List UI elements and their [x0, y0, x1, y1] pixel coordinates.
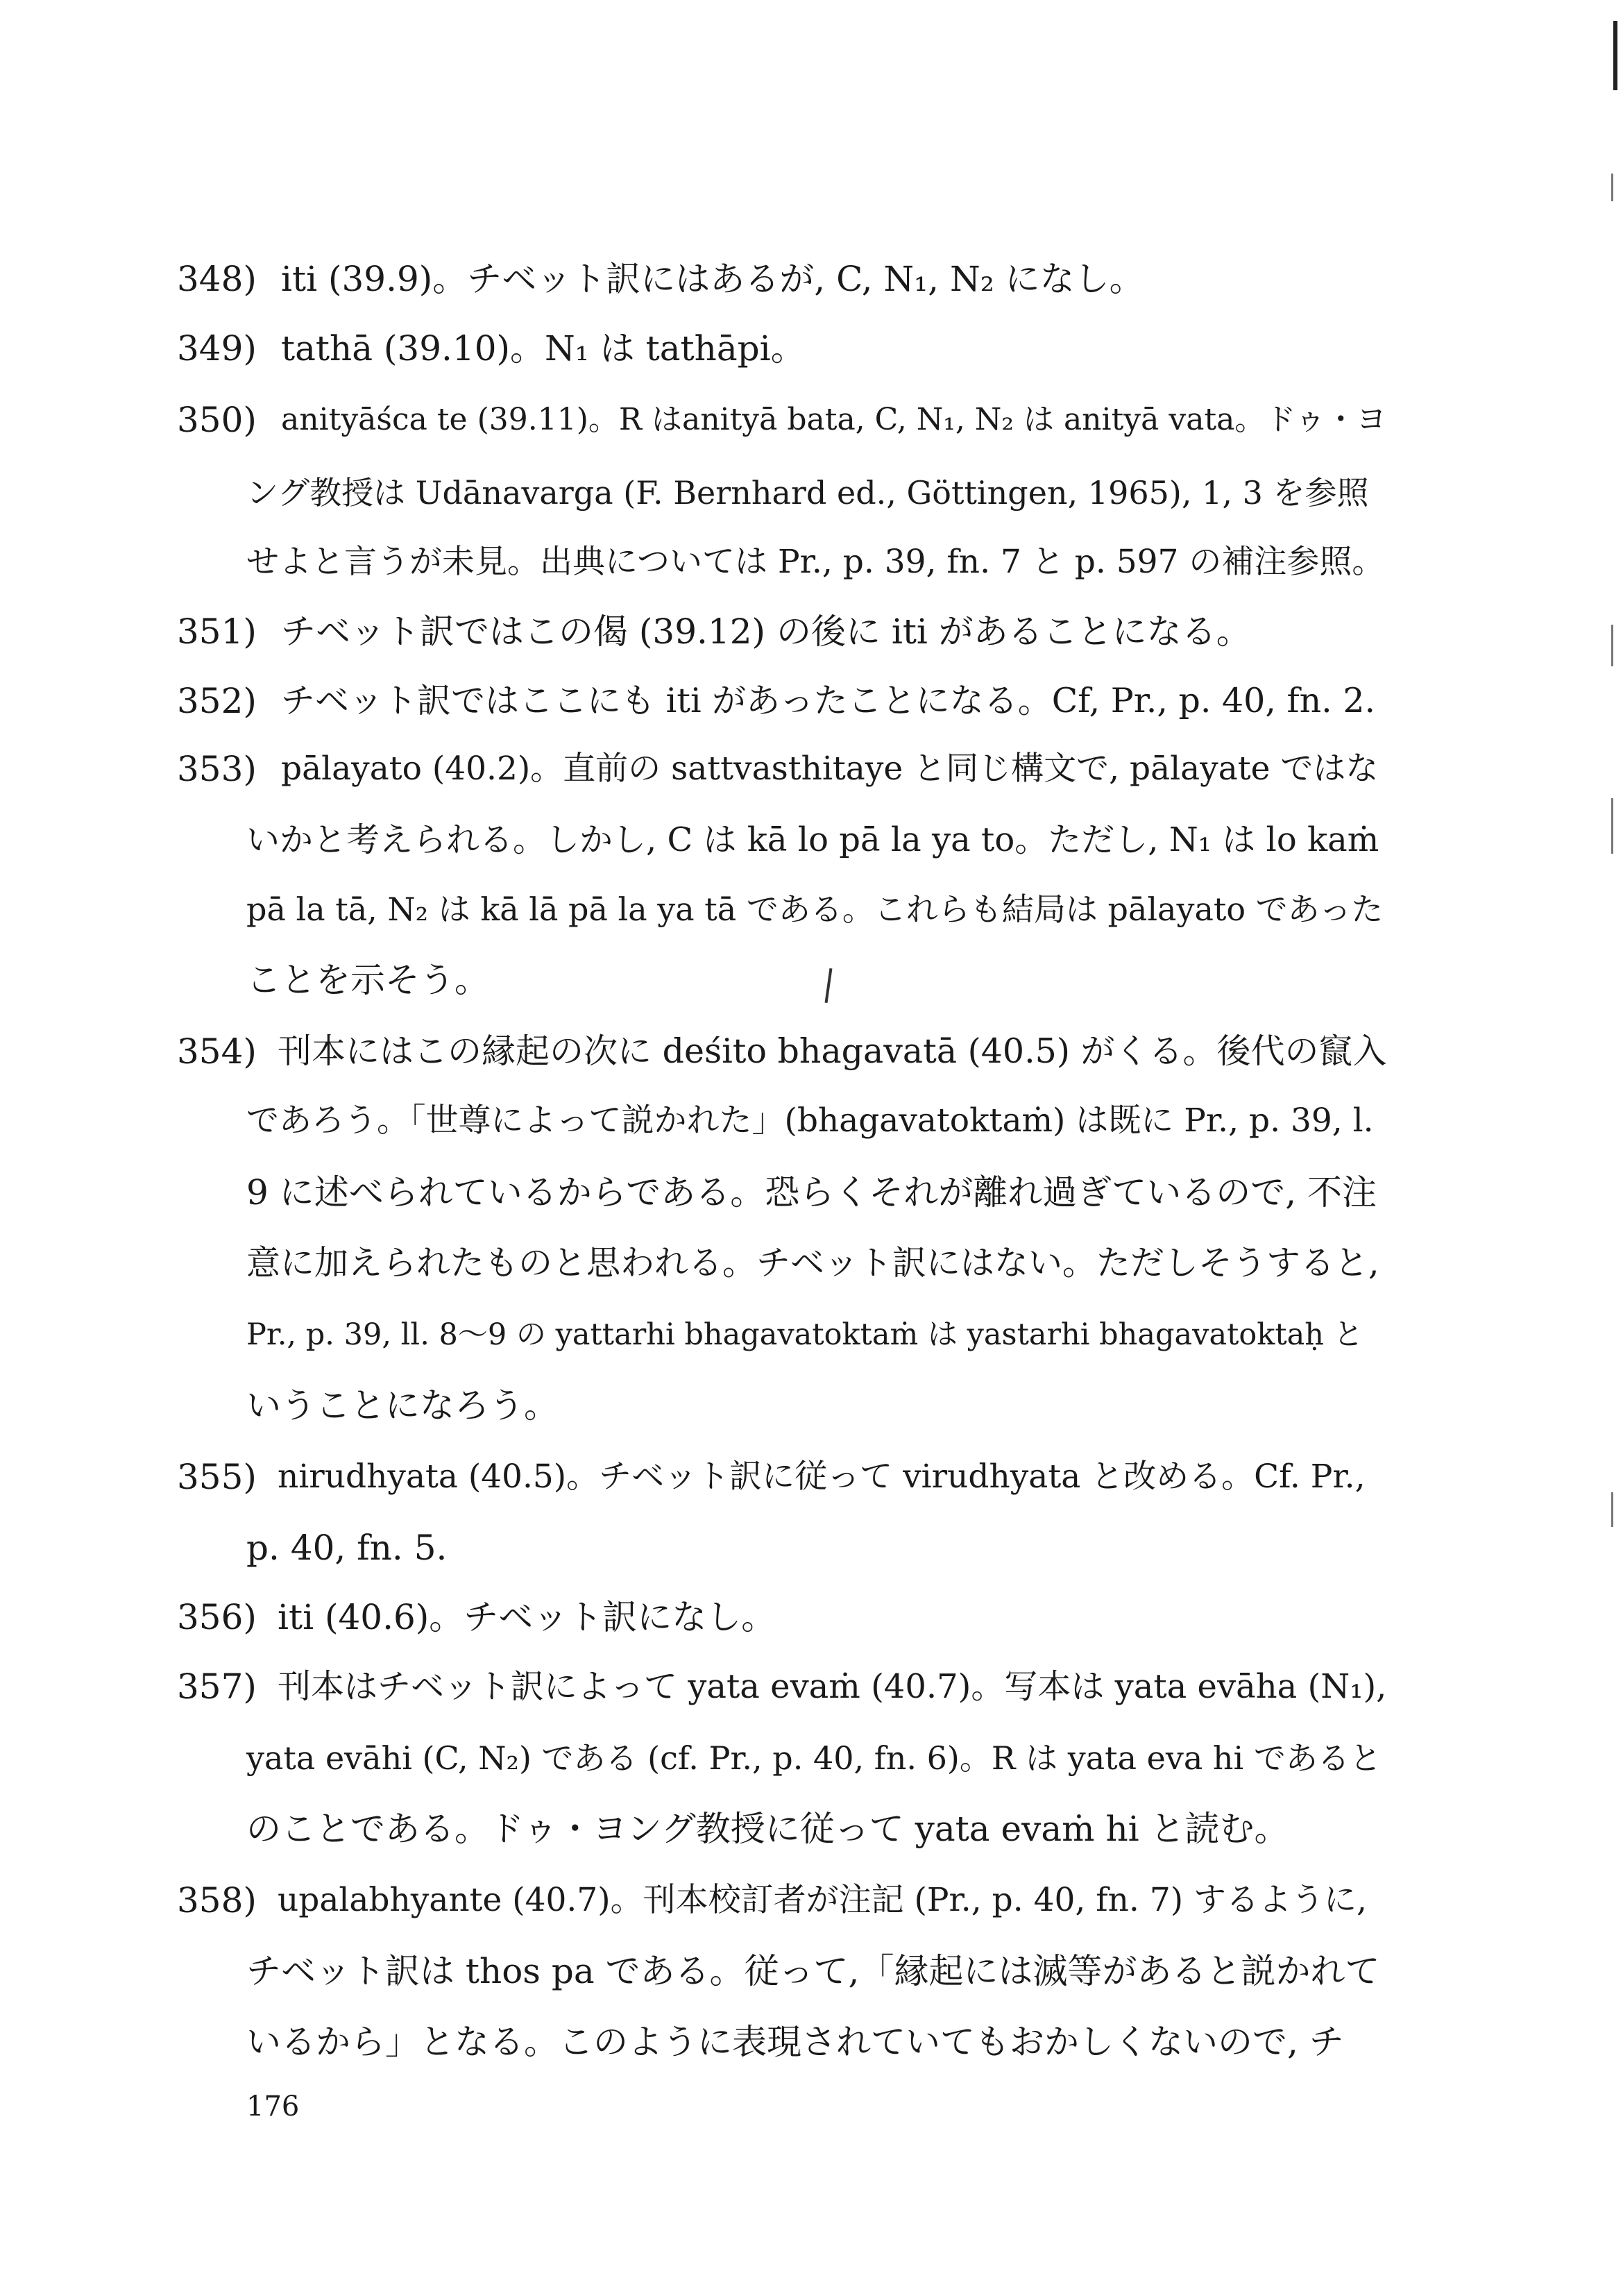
note-line: チベット訳ではこの偈 (39.12) の後に iti があることになる。	[281, 611, 1251, 652]
edge-tick	[1611, 174, 1613, 201]
note-number: 355)	[177, 1457, 257, 1497]
note-line: いるから」となる。このように表現されていてもおかしくないので, チ	[246, 2022, 1344, 2062]
note-line: 意に加えられたものと思われる。チベット訳にはない。ただしそうすると,	[246, 1243, 1379, 1283]
note-line: pālayato (40.2)。直前の sattvasthitaye と同じ構文で, pālayate ではな	[281, 750, 1379, 788]
note-line: Pr., p. 39, ll. 8〜9 の yattarhi bhagavatoktaṁ は yastarhi bhagavatoktaḥ と	[246, 1317, 1363, 1352]
note-number: 348)	[177, 259, 257, 299]
stray-mark	[825, 968, 833, 1003]
note-line: nirudhyata (40.5)。チベット訳に従って virudhyata と改める。Cf. Pr.,	[278, 1458, 1366, 1496]
note-number: 353)	[177, 749, 257, 789]
note-line: 刊本はチベット訳によって yata evaṁ (40.7)。写本は yata evāha (N₁),	[278, 1667, 1387, 1706]
note-number: 351)	[177, 611, 257, 652]
note-line: yata evāhi (C, N₂) である (cf. Pr., p. 40, fn. 6)。R は yata eva hi であると	[246, 1739, 1382, 1777]
note-line: ング教授は Udānavarga (F. Bernhard ed., Göttingen, 1965), 1, 3 を参照	[246, 474, 1369, 512]
edge-tick	[1611, 625, 1613, 666]
note-line: であろう。「世尊によって説かれた」(bhagavatoktaṁ) は既に Pr., p. 39, l.	[246, 1101, 1374, 1140]
edge-tick	[1611, 798, 1613, 854]
note-line: pā la tā, N₂ は kā lā pā la ya tā である。これらも結局は pālayato であった	[246, 890, 1384, 928]
note-number: 349)	[177, 328, 257, 369]
note-line: せよと言うが未見。出典については Pr., p. 39, fn. 7 と p. 597 の補注参照。	[246, 543, 1385, 581]
note-line: チベット訳は thos pa である。従って,「縁起には滅等があると説かれて	[246, 1951, 1380, 1991]
note-number: 350)	[177, 400, 257, 440]
note-number: 354)	[177, 1031, 257, 1072]
note-line: anityāśca te (39.11)。R はanityā bata, C, N₁, N₂ は anityā vata。ドゥ・ヨ	[281, 402, 1387, 437]
note-line: 9 に述べられているからである。恐らくそれが離れ過ぎているので, 不注	[246, 1172, 1377, 1213]
note-line: ことを示そう。	[246, 960, 489, 1000]
note-line: いうことになろう。	[246, 1385, 559, 1426]
edge-tick	[1611, 1492, 1613, 1527]
note-number: 352)	[177, 681, 257, 721]
note-line: チベット訳ではここにも iti があったことになる。Cf, Pr., p. 40, fn. 2.	[281, 681, 1376, 720]
page-number: 176	[246, 2091, 300, 2122]
note-line: 刊本にはこの縁起の次に deśito bhagavatā (40.5) がくる。後代の竄入	[278, 1031, 1387, 1071]
note-number: 356)	[177, 1597, 257, 1637]
note-line: のことである。ドゥ・ヨング教授に従って yata evaṁ hi と読む。	[246, 1809, 1289, 1849]
note-line: tathā (39.10)。N₁ は tathāpi。	[281, 328, 806, 369]
binding-edge-mark	[1613, 21, 1617, 90]
note-number: 358)	[177, 1880, 257, 1921]
note-line: いかと考えられる。しかし, C は kā lo pā la ya to。ただし, N₁ は lo kaṁ	[246, 820, 1379, 859]
note-line: iti (39.9)。チベット訳にはあるが, C, N₁, N₂ になし。	[281, 259, 1144, 299]
note-number: 357)	[177, 1666, 257, 1707]
note-line: p. 40, fn. 5.	[246, 1528, 448, 1568]
note-line: upalabhyante (40.7)。刊本校訂者が注記 (Pr., p. 40, fn. 7) するように,	[278, 1881, 1367, 1919]
note-line: iti (40.6)。チベット訳になし。	[278, 1597, 776, 1637]
